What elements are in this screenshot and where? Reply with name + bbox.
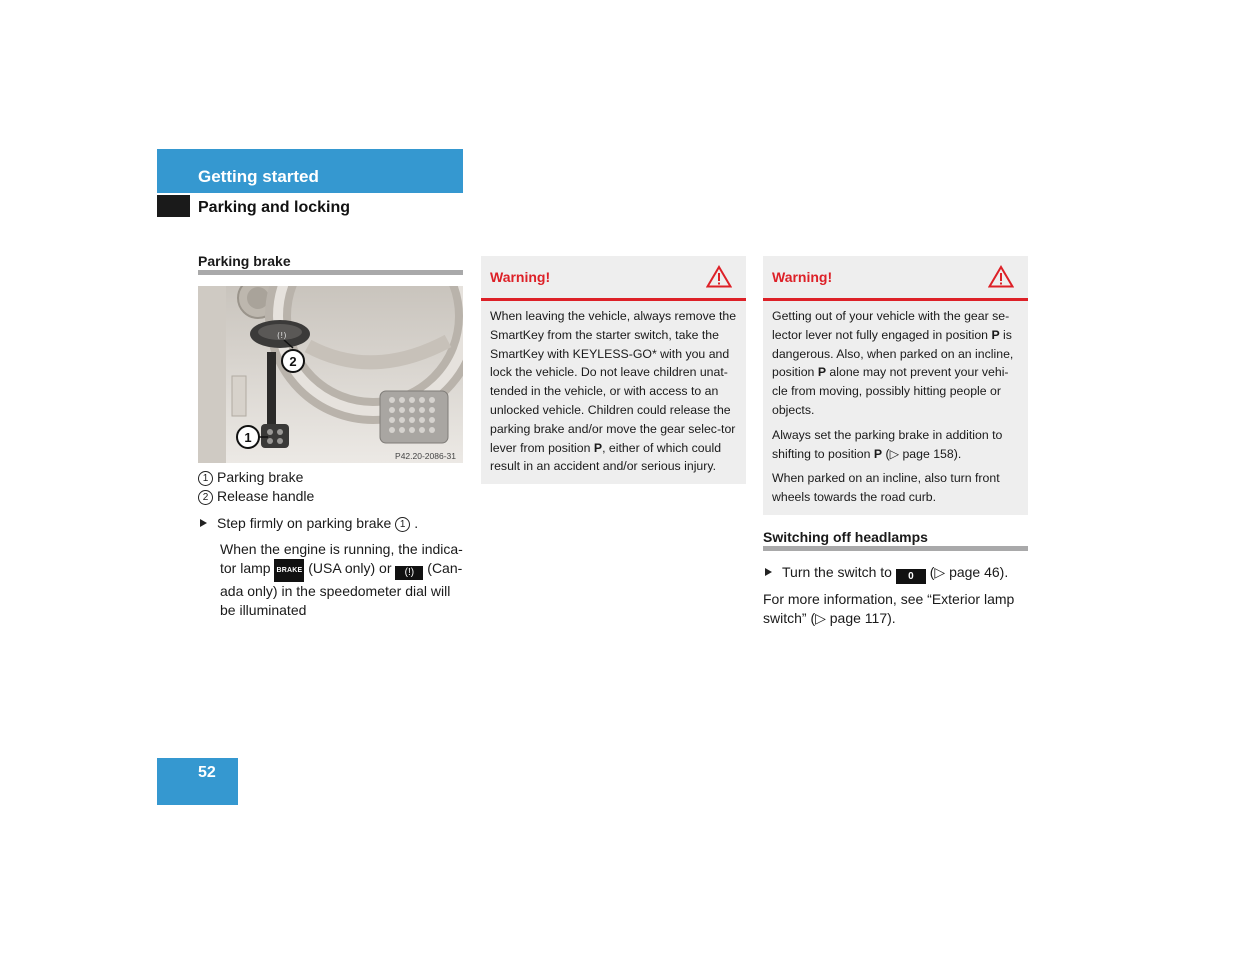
warning-header [763,256,1028,301]
svg-text:(!): (!) [277,331,287,340]
section-title: Parking and locking [198,199,351,216]
canada-brake-lamp-icon: (!) [395,566,423,580]
legend-number: 2 [198,490,213,505]
heading-rule [763,546,1028,551]
warning-triangle-icon [988,265,1014,288]
legend-item-release-handle [198,488,314,505]
warning-triangle-icon [706,265,732,288]
warning-text [763,301,1028,515]
callout-1-label: 1 [244,430,252,445]
headlamps-heading: Switching off headlamps [763,529,928,545]
parking-brake-heading: Parking brake [198,253,291,269]
section-marker [157,195,190,217]
step-turn-switch: Turn the switch to 0 (▷ page 46). [763,564,1033,584]
warning-box-leaving-vehicle [481,256,746,484]
step-parking-brake: Step firmly on parking brake 1 . [198,515,464,532]
step-number: 1 [395,517,410,532]
warning-header [481,256,746,301]
photo-code: P42.20-2086-31 [395,451,456,461]
warning-paragraph-1: Getting out of your vehicle with the gear se-lector lever not fully engaged in position P is dangerous. Also, when parked on an incline, position P alone may not prevent your vehi-cle from moving, possibly hitting people or objects. [772,309,1014,417]
callout-1 [237,426,259,448]
warning-paragraph-2: Always set the parking brake in addition to shifting to position P (▷ page 158). [772,427,1003,461]
warning-paragraph-3: When parked on an incline, also turn front wheels towards the road curb. [772,471,1000,505]
footwell-illustration [198,286,463,463]
legend-item-parking-brake [198,469,303,486]
legend-label: Parking brake [217,469,304,485]
warning-box-gear-selector [763,256,1028,515]
brake-lamp-icon: BRAKE [274,559,304,582]
step-bullet-icon [200,519,207,527]
warning-title: Warning! [772,269,833,285]
switch-position-0-icon: 0 [896,569,926,584]
heading-rule [198,270,463,275]
parking-brake-photo [198,286,463,463]
callout-2 [282,350,304,372]
legend-number: 1 [198,471,213,486]
callout-2-label: 2 [289,354,297,369]
legend-label: Release handle [217,488,315,504]
warning-text: When leaving the vehicle, always remove the SmartKey from the starter switch, take the SmartKey with KEYLESS-GO* with you and lock the vehicle. Do not leave children unat-tended in the vehicle, or with access to an unlocked vehicle. Children could release the parking brake and/or move the gear selec-tor lever from position P, either of which could result in an accident and/or serious injury. [490,309,737,474]
page-number: 52 [198,764,216,781]
warning-title: Warning! [490,269,551,285]
chapter-title: Getting started [198,167,319,186]
step-bullet-icon [765,568,772,576]
indicator-lamp-note: When the engine is running, the indica-tor lamp BRAKE (USA only) or (!) (Can-ada only) in the speedometer dial will be illuminated [220,541,463,618]
more-info-text: For more information, see “Exterior lamp switch” (▷ page 117). [763,591,1015,626]
